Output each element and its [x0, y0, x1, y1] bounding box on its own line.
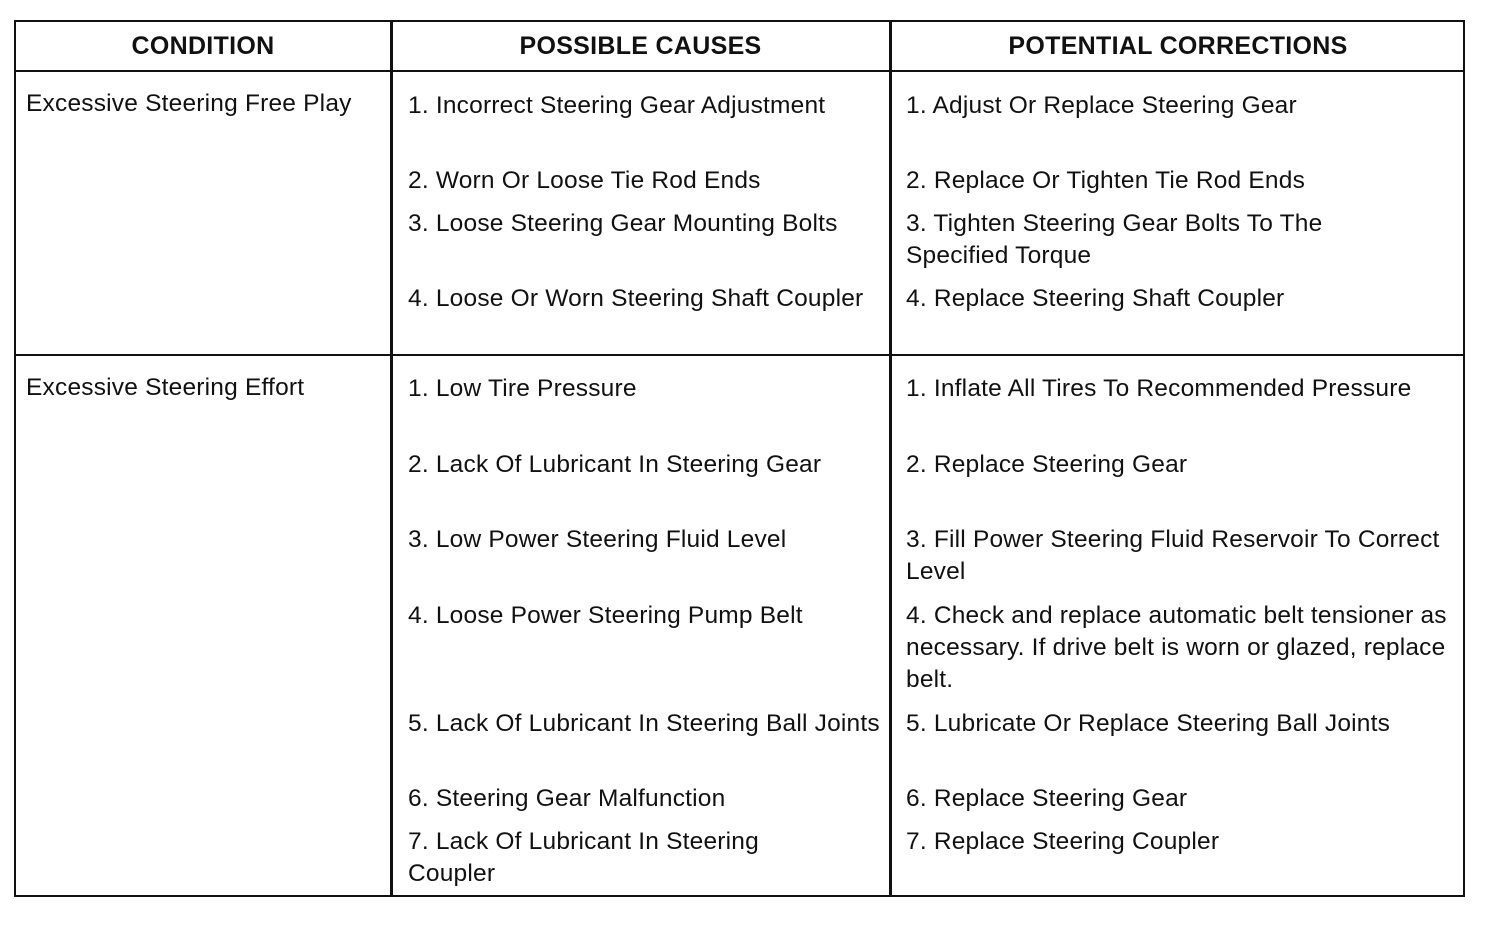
header-potential-corrections: POTENTIAL CORRECTIONS: [1008, 31, 1348, 60]
correction-cell: 1. Adjust Or Replace Steering Gear: [906, 92, 1297, 119]
cause-cell: 3. Low Power Steering Fluid Level: [408, 526, 787, 553]
header-possible-causes: POSSIBLE CAUSES: [519, 31, 762, 60]
correction-cell: 2. Replace Or Tighten Tie Rod Ends: [906, 167, 1306, 194]
cause-cell: 1. Incorrect Steering Gear Adjustment: [408, 92, 826, 119]
cause-cell: 2. Lack Of Lubricant In Steering Gear: [408, 451, 822, 478]
cause-cell: 5. Lack Of Lubricant In Steering Ball Joints: [408, 710, 880, 737]
header-divider: [16, 70, 1463, 72]
correction-cell: 4. Check and replace automatic belt tensioner as necessary. If drive belt is worn or glazed, replace belt.: [906, 602, 1447, 693]
correction-cell: 2. Replace Steering Gear: [906, 451, 1188, 478]
correction-cell: 1. Inflate All Tires To Recommended Pressure: [906, 375, 1412, 402]
cause-cell: 1. Low Tire Pressure: [408, 375, 637, 402]
cause-cell: 4. Loose Power Steering Pump Belt: [408, 602, 803, 629]
column-divider-1: [390, 22, 393, 895]
group-divider: [16, 354, 1463, 356]
cause-cell: 3. Loose Steering Gear Mounting Bolts: [408, 210, 838, 237]
correction-cell: 4. Replace Steering Shaft Coupler: [906, 285, 1285, 312]
condition-cell: Excessive Steering Free Play: [26, 90, 352, 117]
cause-cell: 4. Loose Or Worn Steering Shaft Coupler: [408, 285, 864, 312]
correction-cell: 6. Replace Steering Gear: [906, 785, 1188, 812]
cause-cell: 2. Worn Or Loose Tie Rod Ends: [408, 167, 761, 194]
header-condition: CONDITION: [131, 31, 275, 60]
column-divider-2: [889, 22, 892, 895]
cause-cell: 7. Lack Of Lubricant In Steering Coupler: [408, 828, 759, 887]
condition-cell: Excessive Steering Effort: [26, 374, 305, 401]
cause-cell: 6. Steering Gear Malfunction: [408, 785, 726, 812]
correction-cell: 3. Fill Power Steering Fluid Reservoir To Correct Level: [906, 526, 1440, 585]
correction-cell: 7. Replace Steering Coupler: [906, 828, 1220, 855]
diagnosis-table: [14, 20, 1465, 897]
correction-cell: 3. Tighten Steering Gear Bolts To The Specified Torque: [906, 210, 1323, 269]
correction-cell: 5. Lubricate Or Replace Steering Ball Joints: [906, 710, 1391, 737]
